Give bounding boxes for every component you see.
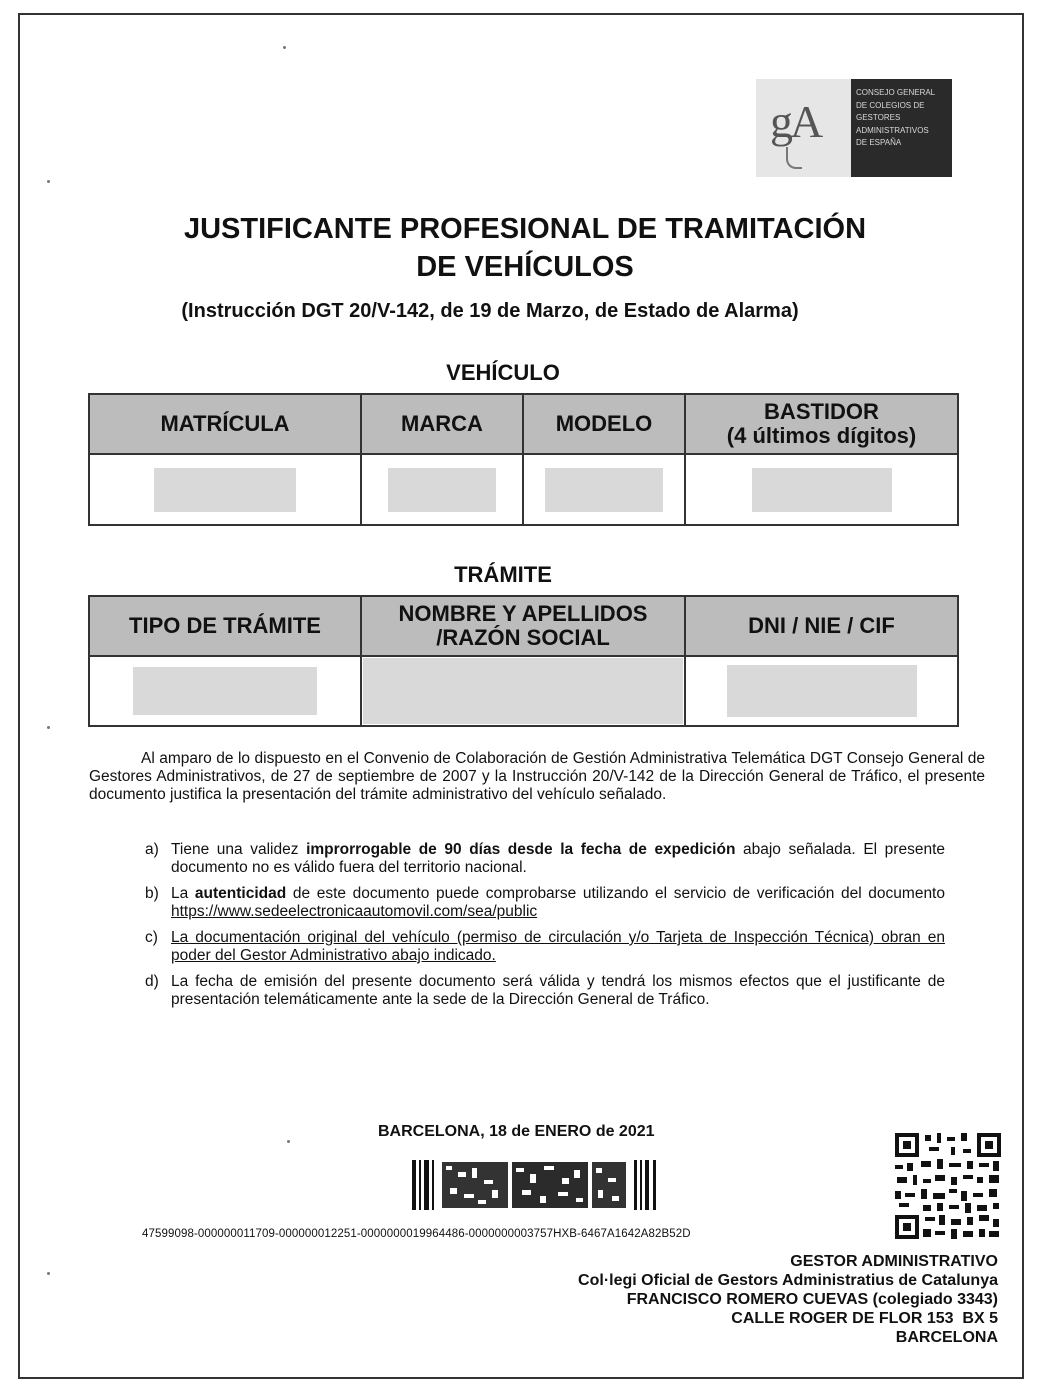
col-marca: MARCA	[361, 394, 523, 454]
col-bastidor	[685, 394, 958, 454]
consejo-logo	[756, 79, 952, 177]
redacted-value	[727, 665, 917, 717]
logo-line: ADMINISTRATIVOS	[856, 125, 929, 135]
intro-text: Al amparo de lo dispuesto en el Convenio de Colaboración de Gestión Administrativa Telemática DGT Consejo General de Gestores Administrativos, de 27 de septiembre de 2007 y la Instrucción 20/V-142 de la Dirección General de Tráfico, el presente documento justifica la presentación del trámite administrativo del vehículo señalado.	[89, 750, 985, 803]
document-title	[0, 210, 1040, 286]
nombre-cell	[361, 656, 685, 726]
modelo-cell	[523, 454, 685, 525]
title-line-1: JUSTIFICANTE PROFESIONAL DE TRAMITACIÓN	[183, 213, 867, 245]
condition-a-pre: Tiene una validez	[171, 841, 307, 858]
signer-line: Col·legi Oficial de Gestors Administratius de Catalunya	[578, 1272, 998, 1289]
place-date: BARCELONA, 18 de ENERO de 2021	[378, 1123, 655, 1140]
condition-d	[145, 973, 945, 1009]
scan-speck	[47, 726, 50, 729]
redacted-value	[154, 468, 296, 512]
redacted-value	[363, 658, 683, 724]
vehiculo-table	[88, 393, 959, 526]
signer-line: GESTOR ADMINISTRATIVO	[790, 1253, 998, 1270]
bastidor-cell	[685, 454, 958, 525]
tramite-table	[88, 595, 959, 727]
condition-marker: a)	[145, 841, 159, 858]
logo-line: GESTORES	[856, 113, 901, 122]
verification-code: 47599098-000000011709-000000012251-0000000019964486-0000000003757HXB-6467A1642A82B52D	[142, 1228, 691, 1240]
col-nombre-line-1: NOMBRE Y APELLIDOS	[398, 601, 648, 626]
scan-speck	[47, 180, 50, 183]
col-bastidor-note: (4 últimos dígitos)	[726, 423, 917, 448]
col-matricula: MATRÍCULA	[89, 394, 361, 454]
tipo-tramite-cell	[89, 656, 361, 726]
logo-monogram: gA	[770, 96, 821, 147]
condition-d-text: La fecha de emisión del presente documento será válida y tendrá los mismos efectos que el justificante de presentación telemáticamente ante la sede de la Dirección General de Tráfico.	[171, 973, 945, 1008]
logo-line: DE COLEGIOS DE	[856, 100, 925, 110]
redacted-value	[545, 468, 663, 512]
condition-c-text: La documentación original del vehículo (permiso de circulación y/o Tarjeta de Inspección Técnica) obran en poder del Gestor Administrativo abajo indicado.	[171, 929, 945, 964]
condition-b-mid: de este documento puede comprobarse utilizando el servicio de verificación del documento	[286, 885, 945, 902]
qr-code	[893, 1131, 1003, 1241]
dni-cell	[685, 656, 958, 726]
redacted-value	[752, 468, 892, 512]
redacted-value	[388, 468, 496, 512]
condition-a	[145, 841, 945, 877]
verification-link[interactable]: https://www.sedeelectronicaautomovil.com/sea/public	[171, 903, 538, 920]
scan-speck	[283, 46, 286, 49]
redacted-value	[133, 667, 317, 715]
logo-line: DE ESPAÑA	[856, 138, 902, 147]
gestor-signature-block	[578, 1252, 998, 1347]
condition-marker: c)	[145, 929, 158, 946]
tramite-heading: TRÁMITE	[454, 562, 552, 587]
col-dni: DNI / NIE / CIF	[685, 596, 958, 656]
signer-line: FRANCISCO ROMERO CUEVAS (colegiado 3343)	[626, 1291, 998, 1308]
logo-text	[851, 79, 952, 177]
logo-mark	[756, 79, 851, 177]
condition-marker: b)	[145, 885, 159, 902]
condition-c	[145, 929, 945, 965]
logo-swash	[786, 147, 802, 169]
vehiculo-heading: VEHÍCULO	[446, 360, 560, 385]
matricula-cell	[89, 454, 361, 525]
logo-line: CONSEJO GENERAL	[856, 88, 936, 97]
condition-marker: d)	[145, 973, 159, 990]
col-modelo: MODELO	[523, 394, 685, 454]
condition-b-pre: La	[171, 885, 195, 902]
col-tipo-tramite: TIPO DE TRÁMITE	[89, 596, 361, 656]
col-bastidor-label: BASTIDOR	[764, 399, 879, 424]
document-subtitle: (Instrucción DGT 20/V-142, de 19 de Marzo, de Estado de Alarma)	[181, 300, 799, 322]
marca-cell	[361, 454, 523, 525]
col-nombre	[361, 596, 685, 656]
col-nombre-line-2: /RAZÓN SOCIAL	[436, 625, 610, 650]
scan-speck	[287, 1140, 290, 1143]
intro-paragraph	[89, 750, 985, 804]
title-line-2: DE VEHÍCULOS	[416, 251, 634, 283]
barcode	[412, 1160, 658, 1210]
condition-b	[145, 885, 945, 921]
conditions-list	[145, 841, 945, 1017]
condition-a-bold: improrrogable de 90 días desde la fecha de expedición	[306, 841, 736, 858]
condition-a-post: abajo señalada. El presente documento no es válido fuera del territorio nacional.	[171, 841, 946, 876]
signer-line: BARCELONA	[895, 1329, 998, 1346]
condition-b-bold: autenticidad	[194, 885, 287, 902]
signer-line: CALLE ROGER DE FLOR 153 BX 5	[731, 1310, 998, 1327]
scan-speck	[47, 1272, 50, 1275]
